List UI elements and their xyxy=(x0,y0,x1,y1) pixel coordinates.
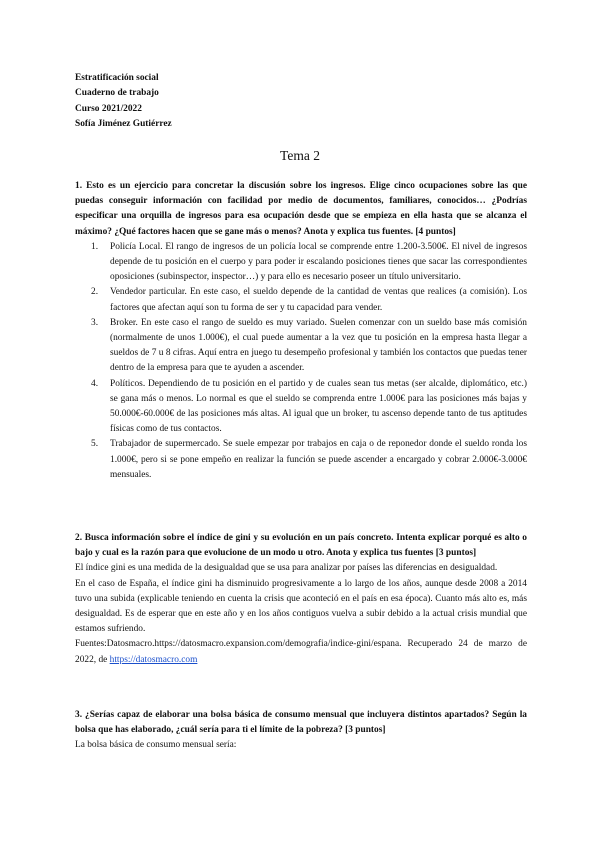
header-author: Sofía Jiménez Gutiérrez xyxy=(75,118,172,129)
list-item: 2. Vendedor particular. En este caso, el sueldo depende de la cantidad de ventas que realices (a comisión). Los factores que afectan aquí son tu forma de ser y tu capacidad para vender. xyxy=(91,287,527,313)
occupations-list xyxy=(75,240,527,483)
question-2-text: 2. Busca información sobre el índice de gini y su evolución en un país concreto. Intenta explicar porqué es alto o bajo y cual es la razón para que evolucione de un modo u otro. Anota y explica tus fuentes [3 puntos] xyxy=(75,533,527,559)
page-title: Tema 2 xyxy=(280,148,320,163)
gini-definition: El índice gini es una medida de la desigualdad que se usa para analizar por países las diferencias en desigualdad. xyxy=(75,563,498,574)
header-subject: Estratificación social xyxy=(75,73,159,83)
question-3-text: 3. ¿Serías capaz de elaborar una bolsa básica de consumo mensual que incluyera distintos apartados? Según la bolsa que has elaborado, ¿cuál sería para ti el límite de la pobreza? [3 puntos] xyxy=(75,710,527,736)
list-item: 4. Políticos. Dependiendo de tu posición en el partido y de cuales sean tus metas (ser alcalde, diplomático, etc.) se gana más o menos. Lo normal es que el sueldo se comprenda entre 1.000€ para las posiciones más bajas y 50.000€-60.000€ de las posiciones más altas. Al igual que un broker, tu ascenso depende tanto de tus aptitudes físicas como de tus contactos. xyxy=(91,378,527,435)
datosmacro-link[interactable]: https://datosmacro.com xyxy=(109,654,198,665)
question-2-section xyxy=(75,531,527,668)
sources-paragraph: Fuentes:Datosmacro.https://datosmacro.expansion.com/demografia/indice-gini/espana. Recuperado 24 de marzo de 2022, de https://datosmacro.com xyxy=(75,639,527,665)
list-item: 3. Broker. En este caso el rango de sueldo es muy variado. Suelen comenzar con un sueldo base más comisión (normalmente de unos 1.000€), el cual puede aumentar a la vez que tu posición en la empresa hasta llegar a sueldos de 7 u 8 cifras. Aquí entra en juego tu desempeño profesional y también los contactos que puedas tener dentro de la empresa para que te ayuden a ascender. xyxy=(91,317,527,374)
list-item: 5. Trabajador de supermercado. Se suele empezar por trabajos en caja o de reponedor donde el sueldo ronda los 1.000€, pero si se pone empeño en realizar la función se puede ascender a encargado y cobrar 2.000€-3.000€ mensuales. xyxy=(91,439,527,480)
question-1-text: 1. Esto es un ejercicio para concretar la discusión sobre los ingresos. Elige cinco ocupaciones sobre las que puedas conseguir información con facilidad por medio de documentos, familiares, conocidos… ¿Podrías especificar una orquilla de ingresos para esa ocupación desde que se empieza en ella hasta que se alcanza el máximo? ¿Qué factores hacen que se gane más o menos? Anota y explica tus fuentes. [4 puntos] xyxy=(75,181,527,237)
gini-spain-paragraph: En el caso de España, el índice gini ha disminuido progresivamente a lo largo de los años, aunque desde 2008 a 2014 tuvo una subida (explicable teniendo en cuenta la crisis que aconteció en el país en esa época). Cuanto más alto es, más desigualdad. Es de esperar que en este año y en los años contiguos vuelva a subir debido a la actual crisis mundial que estamos sufriendo. xyxy=(75,578,527,635)
list-item: 1. Policía Local. El rango de ingresos de un policía local se comprende entre 1.200-3.500€. El nivel de ingresos depende de tu posición en el cuerpo y para poder ir escalando posiciones tienes que sacar las correspondientes oposiciones (subinspector, inspector…) y para ello es necesario poseer un título universitario. xyxy=(91,241,527,283)
header-notebook: Cuaderno de trabajo xyxy=(75,88,159,99)
basket-intro: La bolsa básica de consumo mensual sería: xyxy=(75,740,237,751)
header-course: Curso 2021/2022 xyxy=(75,103,142,114)
question-3-section xyxy=(75,708,527,754)
document-header xyxy=(75,71,172,132)
question-1-section xyxy=(75,179,527,483)
